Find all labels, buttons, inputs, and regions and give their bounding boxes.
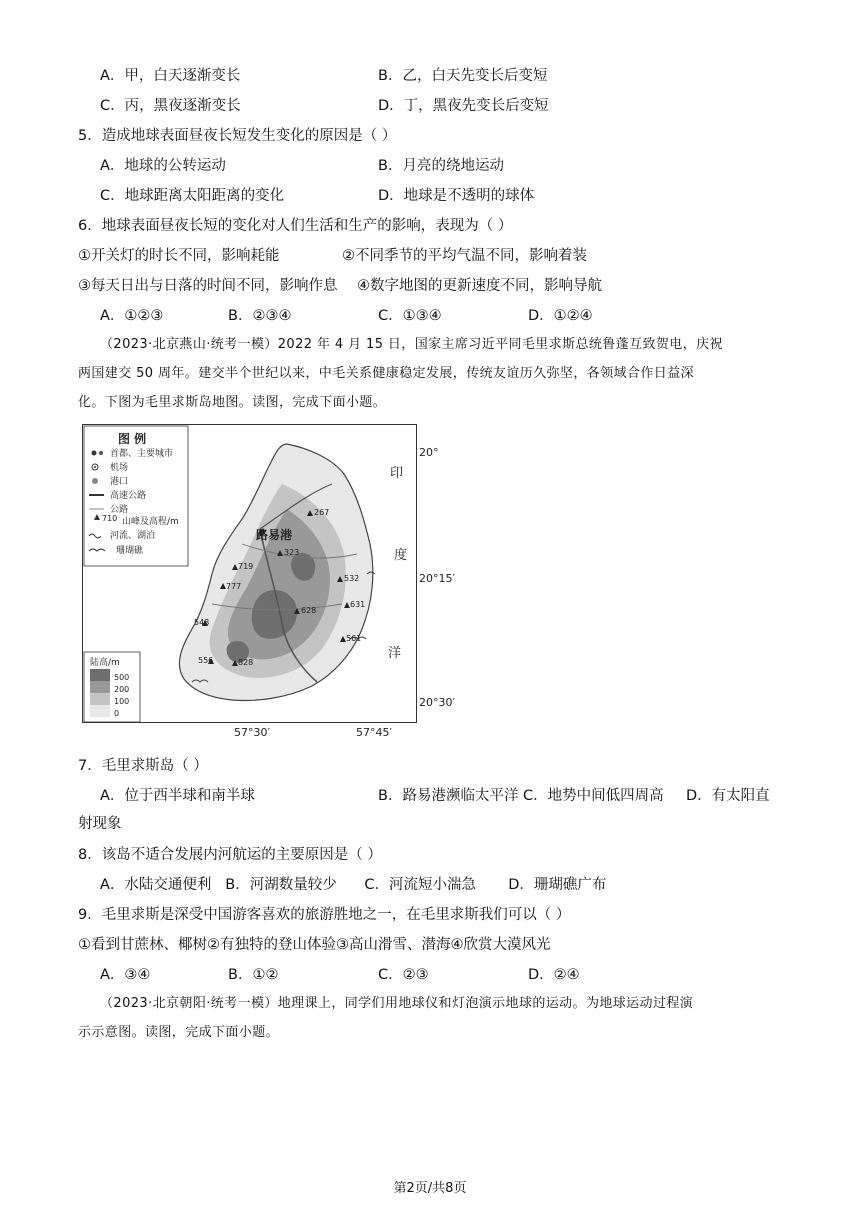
q9-option-a: A．③④ <box>100 967 151 983</box>
map-graphic <box>82 424 417 724</box>
elevation-0: 0 <box>114 709 120 718</box>
q6-option-c: C．①③④ <box>378 308 442 324</box>
q4-option-d: D．丁，黑夜先变长后变短 <box>378 98 549 114</box>
q6-option-a: A．①②③ <box>100 308 164 324</box>
peak-label: 561 <box>346 634 362 643</box>
legend-peak-value: 710 <box>102 514 118 523</box>
q6-stem: 6．地球表面昼夜长短的变化对人们生活和生产的影响，表现为（ ） <box>78 218 513 234</box>
q8-options: A．水陆交通便利 B．河湖数量较少 C．河流短小湍急 D．珊瑚礁广布 <box>100 877 607 893</box>
elevation-100: 100 <box>114 697 130 706</box>
city-port-louis: 路易港 <box>256 528 293 542</box>
page-number: 第2页/共8页 <box>393 1181 467 1196</box>
legend-item-road: 公路 <box>110 505 129 515</box>
q6-statement-3: ③每天日出与日落的时间不同，影响作息 <box>78 278 338 294</box>
q9-option-d: D．②④ <box>528 967 580 983</box>
peak-label: 548 <box>194 618 210 627</box>
q5-option-a: A．地球的公转运动 <box>100 158 226 174</box>
latitude-label: 20° <box>419 446 439 459</box>
legend-item-port: 港口 <box>110 477 129 487</box>
legend-item-airport: 机场 <box>110 463 129 473</box>
peak-label: 828 <box>238 658 254 667</box>
peak-label: 628 <box>301 606 317 615</box>
q5-option-c: C．地球距离太阳距离的变化 <box>100 188 285 204</box>
latitude-label: 20°30′ <box>419 696 455 709</box>
q7-option-a: A．位于西半球和南半球 <box>100 788 255 804</box>
q9-stem: 9．毛里求斯是深受中国游客喜欢的旅游胜地之一，在毛里求斯我们可以（ ） <box>78 907 571 923</box>
peak-label: 532 <box>344 574 360 583</box>
legend-item-reef: 珊瑚礁 <box>116 546 144 556</box>
longitude-label: 57°30′ <box>234 726 270 739</box>
q4-option-a: A．甲，白天逐渐变长 <box>100 68 241 84</box>
peak-label: 556 <box>198 656 214 665</box>
legend-title: 图 例 <box>118 432 147 446</box>
legend-item-capital: 首都、主要城市 <box>110 449 174 459</box>
q7-option-bc: B．路易港濒临太平洋 C．地势中间低四周高 <box>378 788 664 804</box>
q7-stem: 7．毛里求斯岛（ ） <box>78 758 208 774</box>
q6-option-d: D．①②④ <box>528 308 593 324</box>
q9-option-c: C．②③ <box>378 967 429 983</box>
q6-statement-2: ②不同季节的平均气温不同，影响着装 <box>342 248 587 264</box>
peak-label: 323 <box>284 548 300 557</box>
q4-option-c: C．丙，黑夜逐渐变长 <box>100 98 241 114</box>
q4-option-b: B．乙，白天先变长后变短 <box>378 68 548 84</box>
q9-option-b: B．①② <box>228 967 279 983</box>
longitude-label: 57°45′ <box>356 726 392 739</box>
passage1-line-1: （2023·北京燕山·统考一模）2022 年 4 月 15 日，国家主席习近平同毛里求斯总统鲁蓬互致贺电，庆祝 <box>100 337 723 352</box>
sea-label: 度 <box>394 548 408 563</box>
legend-item-peak: 山峰及高程/m <box>122 517 179 527</box>
sea-label: 印 <box>390 466 404 481</box>
q8-stem: 8．该岛不适合发展内河航运的主要原因是（ ） <box>78 847 382 863</box>
mauritius-map <box>82 424 417 724</box>
q6-option-b: B．②③④ <box>228 308 292 324</box>
q6-statement-1: ①开关灯的时长不同，影响耗能 <box>78 248 280 264</box>
q5-option-d: D．地球是不透明的球体 <box>378 188 535 204</box>
q5-stem: 5．造成地球表面昼夜长短发生变化的原因是（ ） <box>78 128 397 144</box>
elevation-200: 200 <box>114 685 130 694</box>
passage2-line-2: 示示意图。读图，完成下面小题。 <box>78 1025 280 1040</box>
peak-label: 631 <box>350 600 366 609</box>
q6-statement-4: ④数字地图的更新速度不同，影响导航 <box>357 278 602 294</box>
q9-statements: ①看到甘蔗林、椰树②有独特的登山体验③高山滑雪、潜海④欣赏大漠风光 <box>78 937 551 953</box>
peak-label: 777 <box>226 582 242 591</box>
passage2-line-1: （2023·北京朝阳·统考一模）地理课上，同学们用地球仪和灯泡演示地球的运动。为地球运动过程演 <box>100 996 694 1011</box>
peak-label: 267 <box>314 508 330 517</box>
latitude-label: 20°15′ <box>419 572 455 585</box>
q7-option-d: D．有太阳直 <box>686 788 770 804</box>
legend-item-river: 河流、湖泊 <box>110 531 156 541</box>
legend-item-highway: 高速公路 <box>110 491 147 501</box>
q5-option-b: B．月亮的绕地运动 <box>378 158 504 174</box>
elevation-500: 500 <box>114 673 130 682</box>
peak-label: 719 <box>238 562 254 571</box>
passage1-line-3: 化。下图为毛里求斯岛地图。读图，完成下面小题。 <box>78 395 387 410</box>
passage1-line-2: 两国建交 50 周年。建交半个世纪以来，中毛关系健康稳定发展，传统友谊历久弥坚，各领域合作日益深 <box>78 366 695 381</box>
elevation-title: 陆高/m <box>90 658 120 668</box>
q7-option-d-cont: 射现象 <box>78 816 122 832</box>
sea-label: 洋 <box>388 646 402 661</box>
